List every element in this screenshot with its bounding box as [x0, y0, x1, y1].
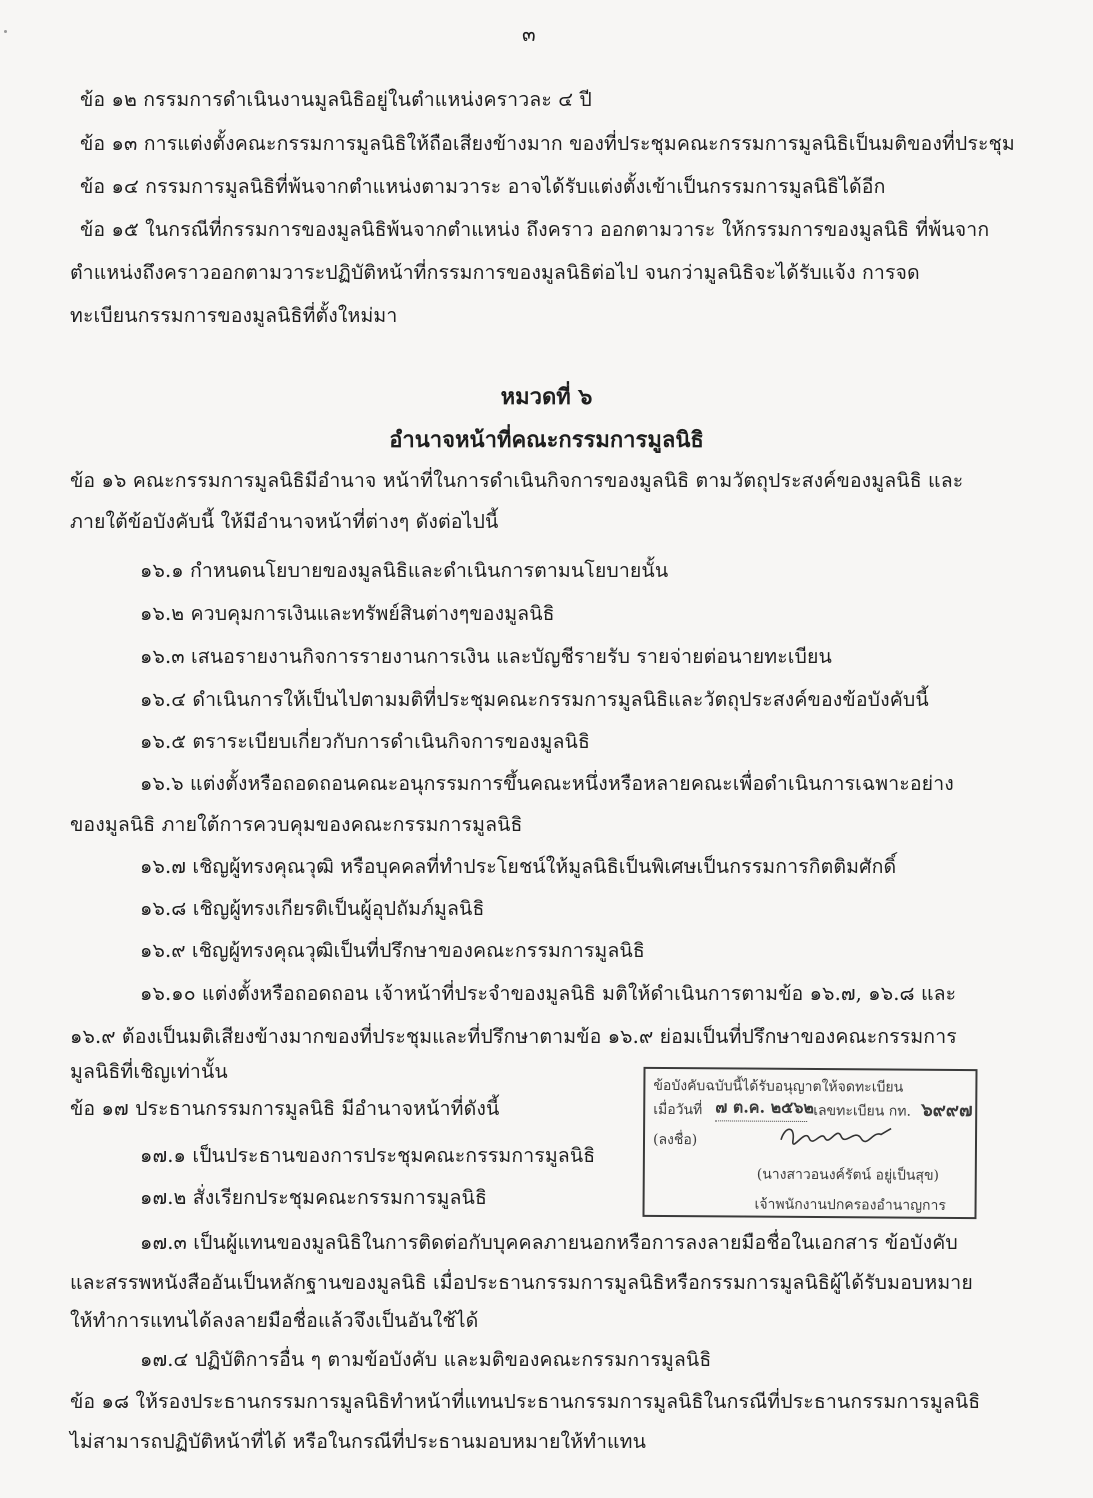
stamp-reg-label: เลขทะเบียน กท. — [813, 1103, 912, 1120]
text-line: ๑๖.๙ ต้องเป็นมติเสียงข้างมากของที่ประชุมและที่ปรึกษาตามข้อ ๑๖.๙ ย่อมเป็นที่ปรึกษาของคณะกรรมการ — [70, 1025, 957, 1048]
text-line: ภายใต้ข้อบังคับนี้ ให้มีอำนาจหน้าที่ต่างๆ ดังต่อไปนี้ — [70, 510, 499, 533]
stamp-date-label: เมื่อวันที่ — [653, 1101, 703, 1119]
text-line: ๑๖.๖ แต่งตั้งหรือถอดถอนคณะอนุกรรมการขึ้นคณะหนึ่งหรือหลายคณะเพื่อดำเนินการเฉพาะอย่าง — [140, 772, 954, 795]
text-line: ๑๖.๙ เชิญผู้ทรงคุณวุฒิเป็นที่ปรึกษาของคณะกรรมการมูลนิธิ — [140, 939, 645, 962]
text-line: ๑๗.๑ เป็นประธานของการประชุมคณะกรรมการมูลนิธิ — [140, 1144, 596, 1167]
stamp-sign-label: (ลงชื่อ) — [652, 1131, 698, 1149]
text-line: ของมูลนิธิ ภายใต้การควบคุมของคณะกรรมการมูลนิธิ — [70, 813, 523, 836]
text-line: ให้ทำการแทนได้ลงลายมือชื่อแล้วจึงเป็นอันใช้ได้ — [70, 1309, 479, 1332]
stamp-date-value: ๗ ต.ค. ๒๕๖๒ — [715, 1095, 807, 1122]
chapter-title: หมวดที่ ๖ — [500, 384, 593, 410]
chapter-subtitle: อำนาจหน้าที่คณะกรรมการมูลนิธิ — [389, 427, 704, 453]
stamp-reg-value: ๖๙๙๗ — [921, 1099, 973, 1122]
text-line: ๑๖.๒ ควบคุมการเงินและทรัพย์สินต่างๆของมูลนิธิ — [140, 602, 555, 625]
stamp-position: เจ้าพนักงานปกครองอำนาญการ — [754, 1196, 946, 1214]
text-line: ๑๖.๘ เชิญผู้ทรงเกียรติเป็นผู้อุปถัมภ์มูลนิธิ — [140, 897, 485, 920]
text-line: ๑๖.๑๐ แต่งตั้งหรือถอดถอน เจ้าหน้าที่ประจำของมูลนิธิ มติให้ดำเนินการตามข้อ ๑๖.๗, ๑๖.๘ และ — [140, 982, 957, 1005]
text-line: ๑๗.๔ ปฏิบัติการอื่น ๆ ตามข้อบังคับ และมติของคณะกรรมการมูลนิธิ — [140, 1348, 712, 1371]
text-line: ๑๖.๑ กำหนดนโยบายของมูลนิธิและดำเนินการตามนโยบายนั้น — [140, 559, 669, 582]
text-line: ข้อ ๑๔ กรรมการมูลนิธิที่พ้นจากตำแหน่งตามวาระ อาจได้รับแต่งตั้งเข้าเป็นกรรมการมูลนิธิได้อีก — [80, 175, 886, 198]
text-line: ไม่สามารถปฏิบัติหน้าที่ได้ หรือในกรณีที่ประธานมอบหมายให้ทำแทน — [70, 1430, 647, 1453]
text-line: ๑๗.๓ เป็นผู้แทนของมูลนิธิในการติดต่อกับบุคคลภายนอกหรือการลงลายมือชื่อในเอกสาร ข้อบังคับ — [140, 1231, 958, 1254]
signature-image — [777, 1120, 897, 1149]
text-line: ข้อ ๑๘ ให้รองประธานกรรมการมูลนิธิทำหน้าที่แทนประธานกรรมการมูลนิธิในกรณีที่ประธานกรรมการมูลนิธิ — [70, 1390, 981, 1413]
text-line: มูลนิธิที่เชิญเท่านั้น — [70, 1060, 228, 1083]
stamp-line1: ข้อบังคับฉบับนี้ได้รับอนุญาตให้จดทะเบียน — [653, 1077, 904, 1096]
scan-speck — [4, 30, 7, 33]
registration-stamp — [642, 1067, 977, 1219]
text-line: ตำแหน่งถึงคราวออกตามวาระปฏิบัติหน้าที่กรรมการของมูลนิธิต่อไป จนกว่ามูลนิธิจะได้รับแจ้ง การจด — [70, 261, 920, 284]
text-line: ๑๖.๔ ดำเนินการให้เป็นไปตามมติที่ประชุมคณะกรรมการมูลนิธิและวัตถุประสงค์ของข้อบังคับนี้ — [140, 688, 929, 711]
text-line: ข้อ ๑๖ คณะกรรมการมูลนิธิมีอำนาจ หน้าที่ในการดำเนินกิจการของมูลนิธิ ตามวัตถุประสงค์ของมูลนิธิ และ — [70, 469, 964, 492]
page-number: ๓ — [522, 22, 536, 46]
text-line: ข้อ ๑๓ การแต่งตั้งคณะกรรมการมูลนิธิให้ถือเสียงข้างมาก ของที่ประชุมคณะกรรมการมูลนิธิเป็นมติของที่ประชุม — [80, 132, 1015, 155]
text-line: ข้อ ๑๗ ประธานกรรมการมูลนิธิ มีอำนาจหน้าที่ดังนี้ — [70, 1097, 500, 1120]
text-line: ๑๖.๕ ตราระเบียบเกี่ยวกับการดำเนินกิจการของมูลนิธิ — [140, 730, 590, 753]
text-line: ๑๗.๒ สั่งเรียกประชุมคณะกรรมการมูลนิธิ — [140, 1186, 487, 1209]
text-line: ทะเบียนกรรมการของมูลนิธิที่ตั้งใหม่มา — [70, 304, 398, 327]
text-line: ๑๖.๓ เสนอรายงานกิจการรายงานการเงิน และบัญชีรายรับ รายจ่ายต่อนายทะเบียน — [140, 645, 832, 668]
text-line: ข้อ ๑๒ กรรมการดำเนินงานมูลนิธิอยู่ในตำแหน่งคราวละ ๔ ปี — [80, 88, 592, 111]
text-line: และสรรพหนังสืออันเป็นหลักฐานของมูลนิธิ เมื่อประธานกรรมการมูลนิธิหรือกรรมการมูลนิธิผู้ได้รับมอบหมาย — [70, 1271, 973, 1294]
text-line: ๑๖.๗ เชิญผู้ทรงคุณวุฒิ หรือบุคคลที่ทำประโยชน์ให้มูลนิธิเป็นพิเศษเป็นกรรมการกิตติมศักดิ์ — [140, 855, 897, 878]
stamp-name: (นางสาวอนงค์รัตน์ อยู่เป็นสุข) — [756, 1166, 940, 1184]
text-line: ข้อ ๑๕ ในกรณีที่กรรมการของมูลนิธิพ้นจากตำแหน่ง ถึงคราว ออกตามวาระ ให้กรรมการของมูลนิธิ ที่พ้นจาก — [80, 218, 990, 241]
